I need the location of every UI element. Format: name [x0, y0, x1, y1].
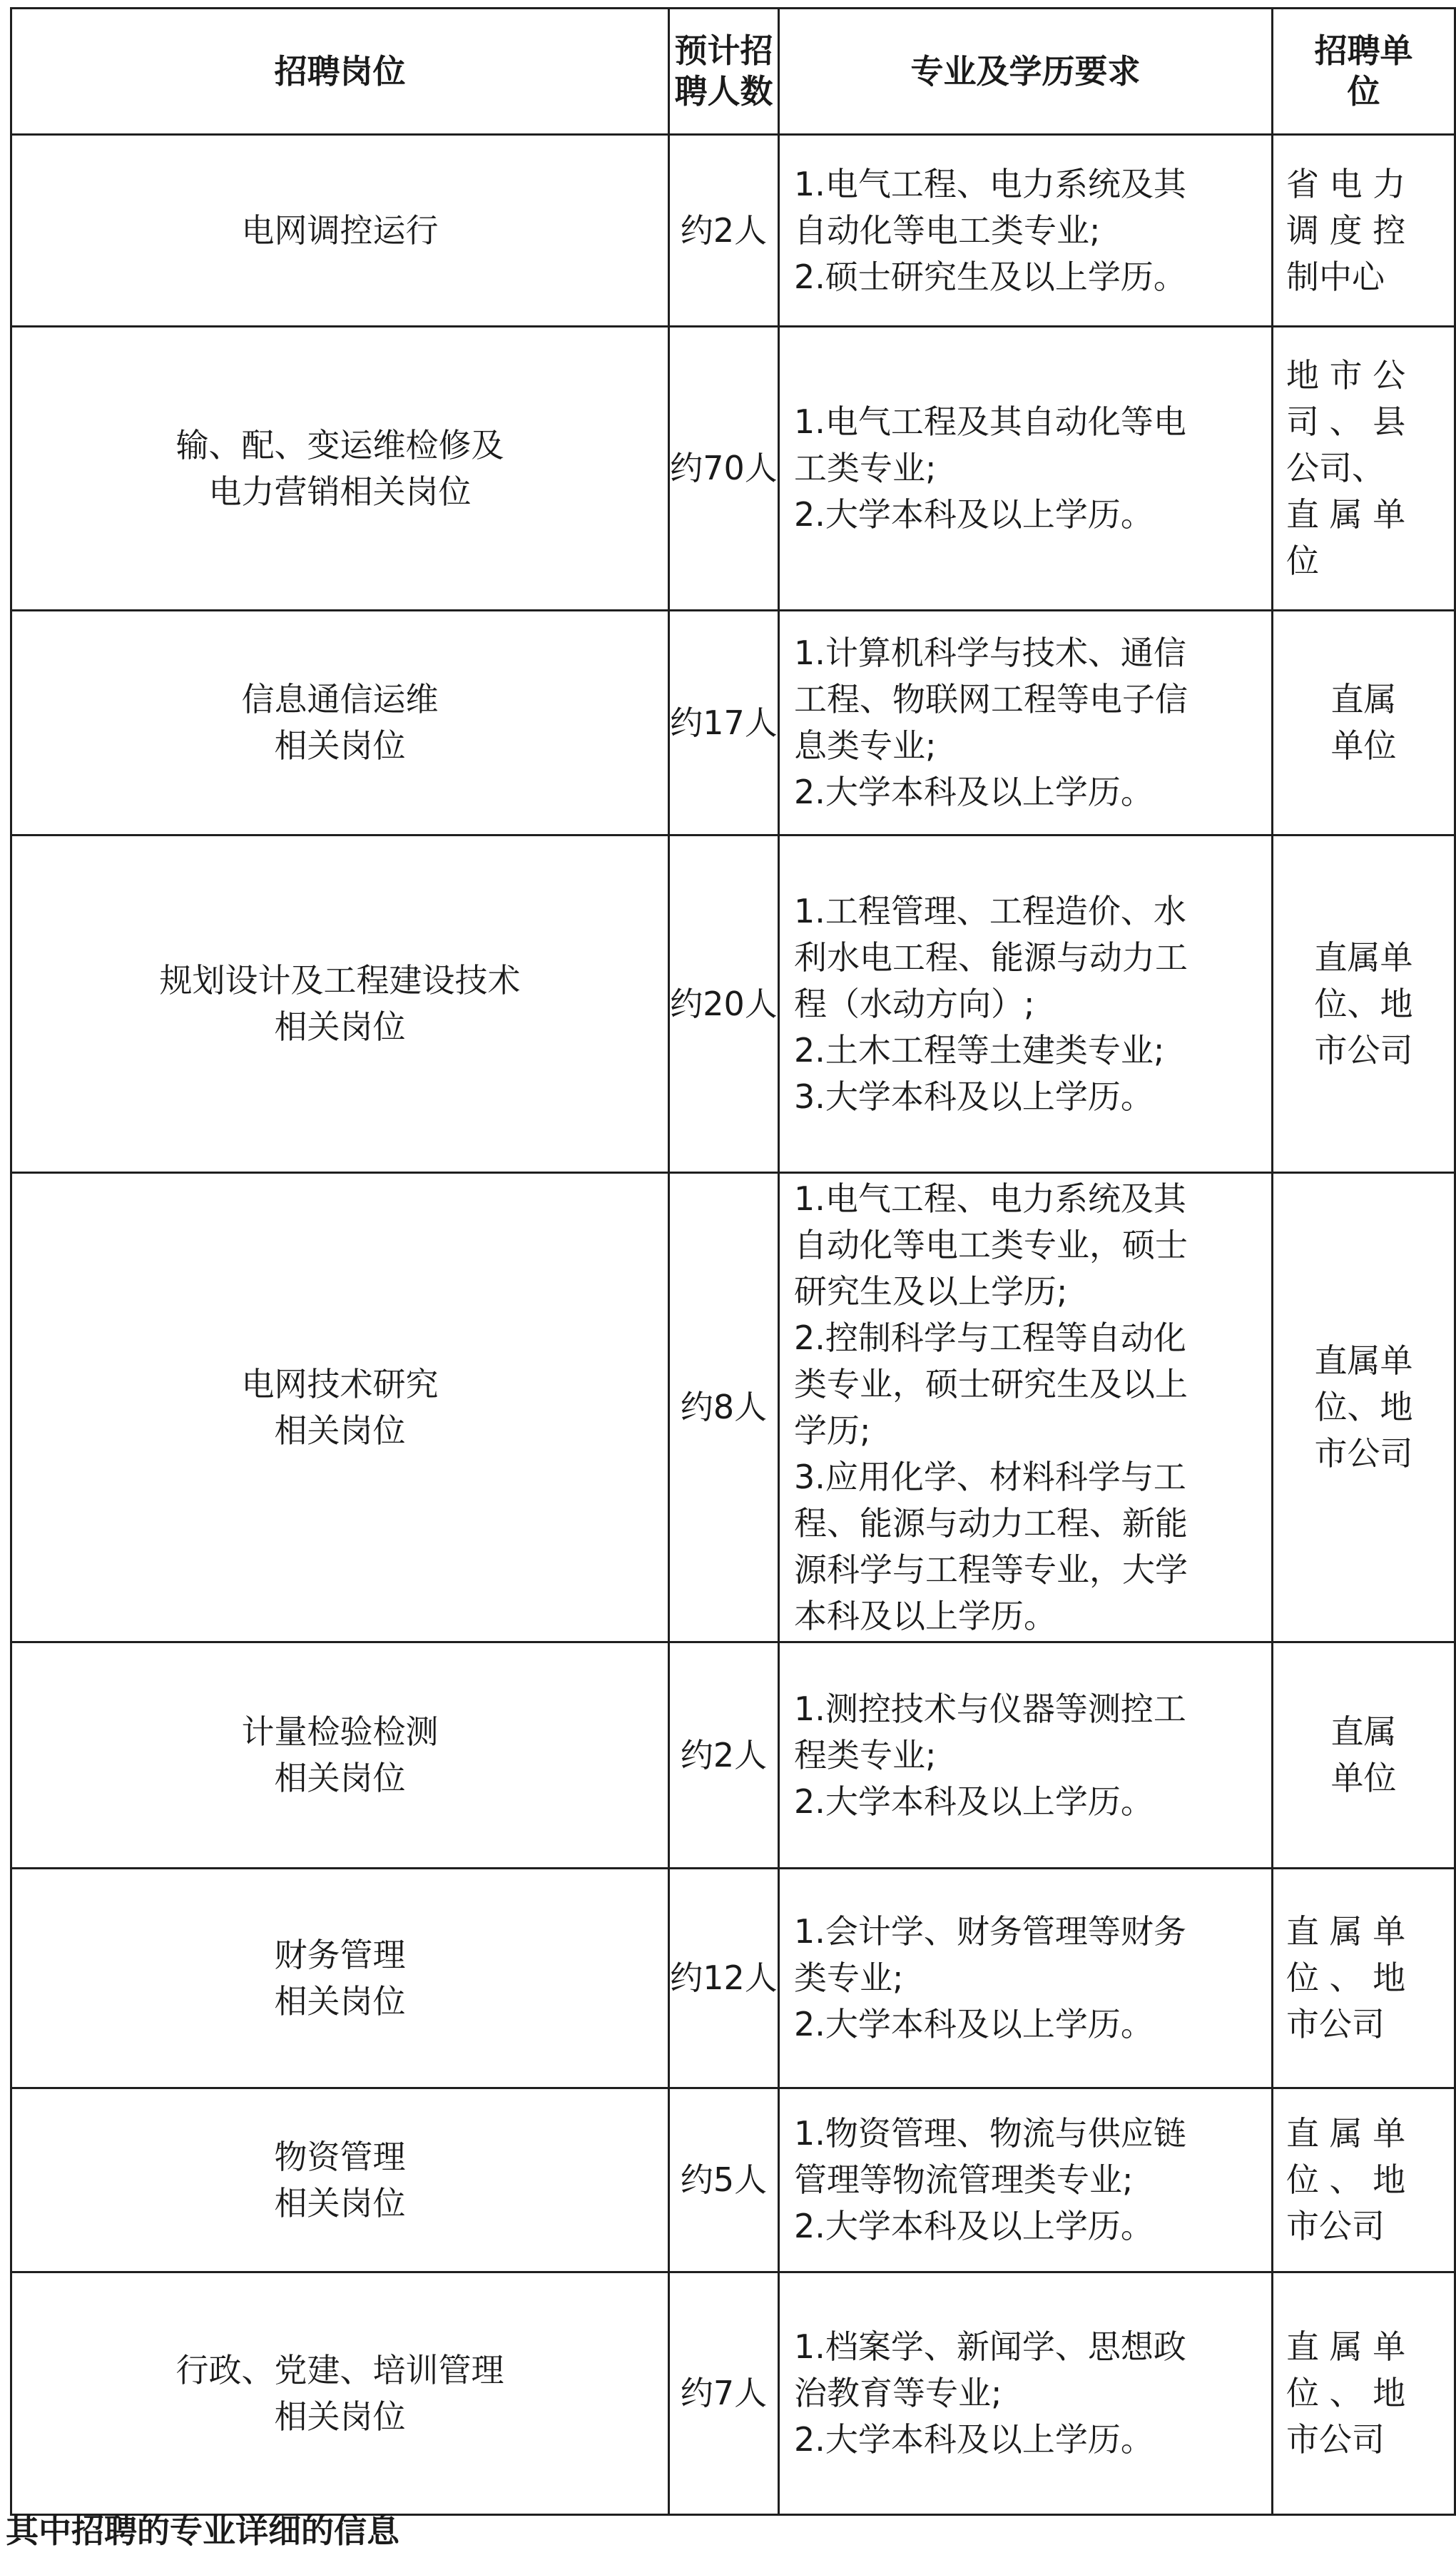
table-row	[11, 835, 1455, 1173]
header-unit-label: 招聘单 位	[1314, 31, 1413, 111]
unit-cell	[1273, 1642, 1455, 1869]
unit-cell	[1273, 2272, 1455, 2515]
unit-text: 省 电 力 调 度 控 制中心	[1286, 164, 1406, 296]
header-count-label: 预计招 聘人数	[674, 31, 773, 111]
unit-text: 直属 单位	[1330, 1712, 1397, 1797]
count-text: 约17人	[670, 703, 778, 742]
count-cell	[669, 1869, 779, 2088]
count-text: 约2人	[680, 1735, 768, 1774]
position-text: 计量检验检测 相关岗位	[241, 1712, 439, 1797]
position-cell	[11, 2088, 669, 2272]
count-cell	[669, 1642, 779, 1869]
count-cell	[669, 1173, 779, 1642]
count-text: 约5人	[680, 2160, 768, 2199]
table-row	[11, 1173, 1455, 1642]
requirement-text: 1.档案学、新闻学、思想政 治教育等专业; 2.大学本科及以上学历。	[794, 2327, 1186, 2459]
requirement-cell	[779, 135, 1273, 327]
table-row	[11, 1869, 1455, 2088]
requirement-cell	[779, 1173, 1273, 1642]
count-cell	[669, 2272, 779, 2515]
position-text: 电网调控运行	[241, 210, 439, 250]
position-text: 规划设计及工程建设技术 相关岗位	[159, 961, 521, 1046]
position-cell	[11, 835, 669, 1173]
position-text: 信息通信运维 相关岗位	[241, 680, 439, 765]
unit-text: 地 市 公 司 、 县 公司、 直 属 单 位	[1286, 356, 1406, 580]
position-cell	[11, 2272, 669, 2515]
count-text: 约70人	[670, 449, 778, 487]
count-text: 约8人	[680, 1388, 768, 1426]
requirement-cell	[779, 1642, 1273, 1869]
position-cell	[11, 135, 669, 327]
position-cell	[11, 611, 669, 835]
footer-note-text: 其中招聘的专业详细的信息	[6, 2511, 399, 2550]
requirement-cell	[779, 835, 1273, 1173]
requirement-text: 1.电气工程、电力系统及其 自动化等电工类专业; 2.硕士研究生及以上学历。	[794, 164, 1186, 296]
position-text: 财务管理 相关岗位	[274, 1935, 406, 2021]
unit-cell	[1273, 611, 1455, 835]
requirement-text: 1.会计学、财务管理等财务 类专业; 2.大学本科及以上学历。	[794, 1912, 1186, 2043]
unit-cell	[1273, 327, 1455, 611]
position-text: 行政、党建、培训管理 相关岗位	[175, 2350, 504, 2436]
table-header-row	[11, 9, 1455, 135]
position-cell	[11, 1869, 669, 2088]
requirement-cell	[779, 1869, 1273, 2088]
unit-text: 直 属 单 位 、 地 市公司	[1286, 2327, 1406, 2459]
unit-cell	[1273, 1173, 1455, 1642]
table-row	[11, 1642, 1455, 1869]
count-text: 约20人	[670, 984, 778, 1023]
unit-cell	[1273, 835, 1455, 1173]
requirement-cell	[779, 611, 1273, 835]
table-row	[11, 2272, 1455, 2515]
requirement-cell	[779, 2088, 1273, 2272]
position-text: 电网技术研究 相关岗位	[241, 1364, 439, 1450]
footer-note	[0, 2511, 1365, 2550]
requirement-text: 1.物资管理、物流与供应链 管理等物流管理类专业; 2.大学本科及以上学历。	[794, 2114, 1186, 2245]
table-row	[11, 2088, 1455, 2272]
position-cell	[11, 327, 669, 611]
count-cell	[669, 327, 779, 611]
count-cell	[669, 611, 779, 835]
position-text: 物资管理 相关岗位	[274, 2137, 406, 2223]
table-row	[11, 135, 1455, 327]
header-unit	[1273, 9, 1455, 135]
count-text: 约12人	[670, 1959, 778, 1997]
position-cell	[11, 1642, 669, 1869]
header-count	[669, 9, 779, 135]
count-cell	[669, 2088, 779, 2272]
unit-text: 直属单 位、地 市公司	[1314, 938, 1413, 1070]
unit-cell	[1273, 1869, 1455, 2088]
requirement-text: 1.测控技术与仪器等测控工 程类专业; 2.大学本科及以上学历。	[794, 1689, 1186, 1821]
position-text: 输、配、变运维检修及 电力营销相关岗位	[175, 425, 504, 511]
table-row	[11, 611, 1455, 835]
position-cell	[11, 1173, 669, 1642]
unit-text: 直属单 位、地 市公司	[1314, 1341, 1413, 1473]
table-row	[11, 327, 1455, 611]
requirement-text: 1.电气工程、电力系统及其 自动化等电工类专业，硕士 研究生及以上学历; 2.控制科学与工程等自动化 类专业，硕士研究生及以上 学历; 3.应用化学、材料科学与工 程、能源与动力工程、新能 源科学与工程等专业，大学 本科及以上学历。	[794, 1179, 1188, 1635]
requirement-text: 1.计算机科学与技术、通信 工程、物联网工程等电子信 息类专业; 2.大学本科及以上学历。	[794, 634, 1188, 811]
unit-text: 直 属 单 位 、 地 市公司	[1286, 1912, 1406, 2043]
count-cell	[669, 835, 779, 1173]
requirement-text: 1.工程管理、工程造价、水 利水电工程、能源与动力工 程（水动方向）; 2.土木工程等土建类专业; 3.大学本科及以上学历。	[794, 891, 1188, 1116]
header-requirement-label: 专业及学历要求	[910, 51, 1141, 91]
header-position	[11, 9, 669, 135]
count-text: 约7人	[680, 2374, 768, 2412]
header-requirement	[779, 9, 1273, 135]
unit-text: 直 属 单 位 、 地 市公司	[1286, 2114, 1406, 2245]
count-cell	[669, 135, 779, 327]
requirement-text: 1.电气工程及其自动化等电 工类专业; 2.大学本科及以上学历。	[794, 402, 1186, 534]
requirement-cell	[779, 327, 1273, 611]
count-text: 约2人	[680, 210, 768, 250]
unit-cell	[1273, 2088, 1455, 2272]
requirement-cell	[779, 2272, 1273, 2515]
recruitment-table	[10, 7, 1456, 2516]
header-position-label: 招聘岗位	[274, 51, 406, 91]
unit-cell	[1273, 135, 1455, 327]
unit-text: 直属 单位	[1330, 680, 1397, 765]
